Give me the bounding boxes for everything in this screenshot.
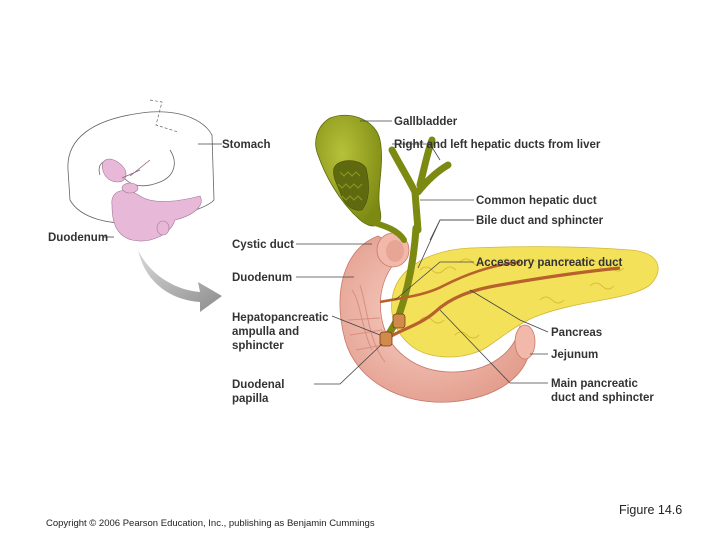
copyright-text: Copyright © 2006 Pearson Education, Inc., publishing as Benjamin Cummings — [46, 518, 375, 529]
label-accessory-duct: Accessory pancreatic duct — [476, 257, 623, 269]
label-duodenum-inset: Duodenum — [48, 232, 109, 244]
figure-number: Figure 14.6 — [619, 503, 683, 517]
label-cystic-duct: Cystic duct — [232, 239, 294, 251]
label-main-duct-1: Main pancreatic — [551, 378, 638, 390]
label-jejunum: Jejunum — [551, 349, 599, 361]
label-stomach: Stomach — [222, 139, 271, 151]
hepatic-ducts-tube — [392, 140, 448, 230]
label-common-hepatic-duct: Common hepatic duct — [476, 195, 597, 207]
magnify-arrow — [138, 250, 222, 312]
label-bile-duct: Bile duct and sphincter — [476, 215, 604, 227]
duodenum-lumen — [386, 240, 404, 262]
sphincter-ring-1 — [393, 314, 405, 328]
label-hepatopancreatic-3: sphincter — [232, 340, 284, 352]
label-gallbladder: Gallbladder — [394, 116, 458, 128]
inset-duodenum-end — [157, 221, 169, 235]
inset-stomach — [102, 159, 126, 182]
label-hepatopancreatic-2: ampulla and — [232, 326, 300, 338]
label-duodenum: Duodenum — [232, 272, 293, 284]
label-hepatopancreatic-1: Hepatopancreatic — [232, 312, 329, 324]
inset-gallbladder — [122, 183, 138, 193]
label-duodenal-papilla-2: papilla — [232, 393, 269, 405]
label-pancreas: Pancreas — [551, 327, 603, 339]
liver-dash-line — [150, 100, 178, 132]
label-hepatic-ducts: Right and left hepatic ducts from liver — [394, 139, 601, 151]
label-main-duct-2: duct and sphincter — [551, 392, 654, 404]
inset-pancreas-duodenum — [112, 190, 201, 240]
inset-organs — [68, 100, 214, 241]
label-duodenal-papilla-1: Duodenal — [232, 379, 285, 391]
